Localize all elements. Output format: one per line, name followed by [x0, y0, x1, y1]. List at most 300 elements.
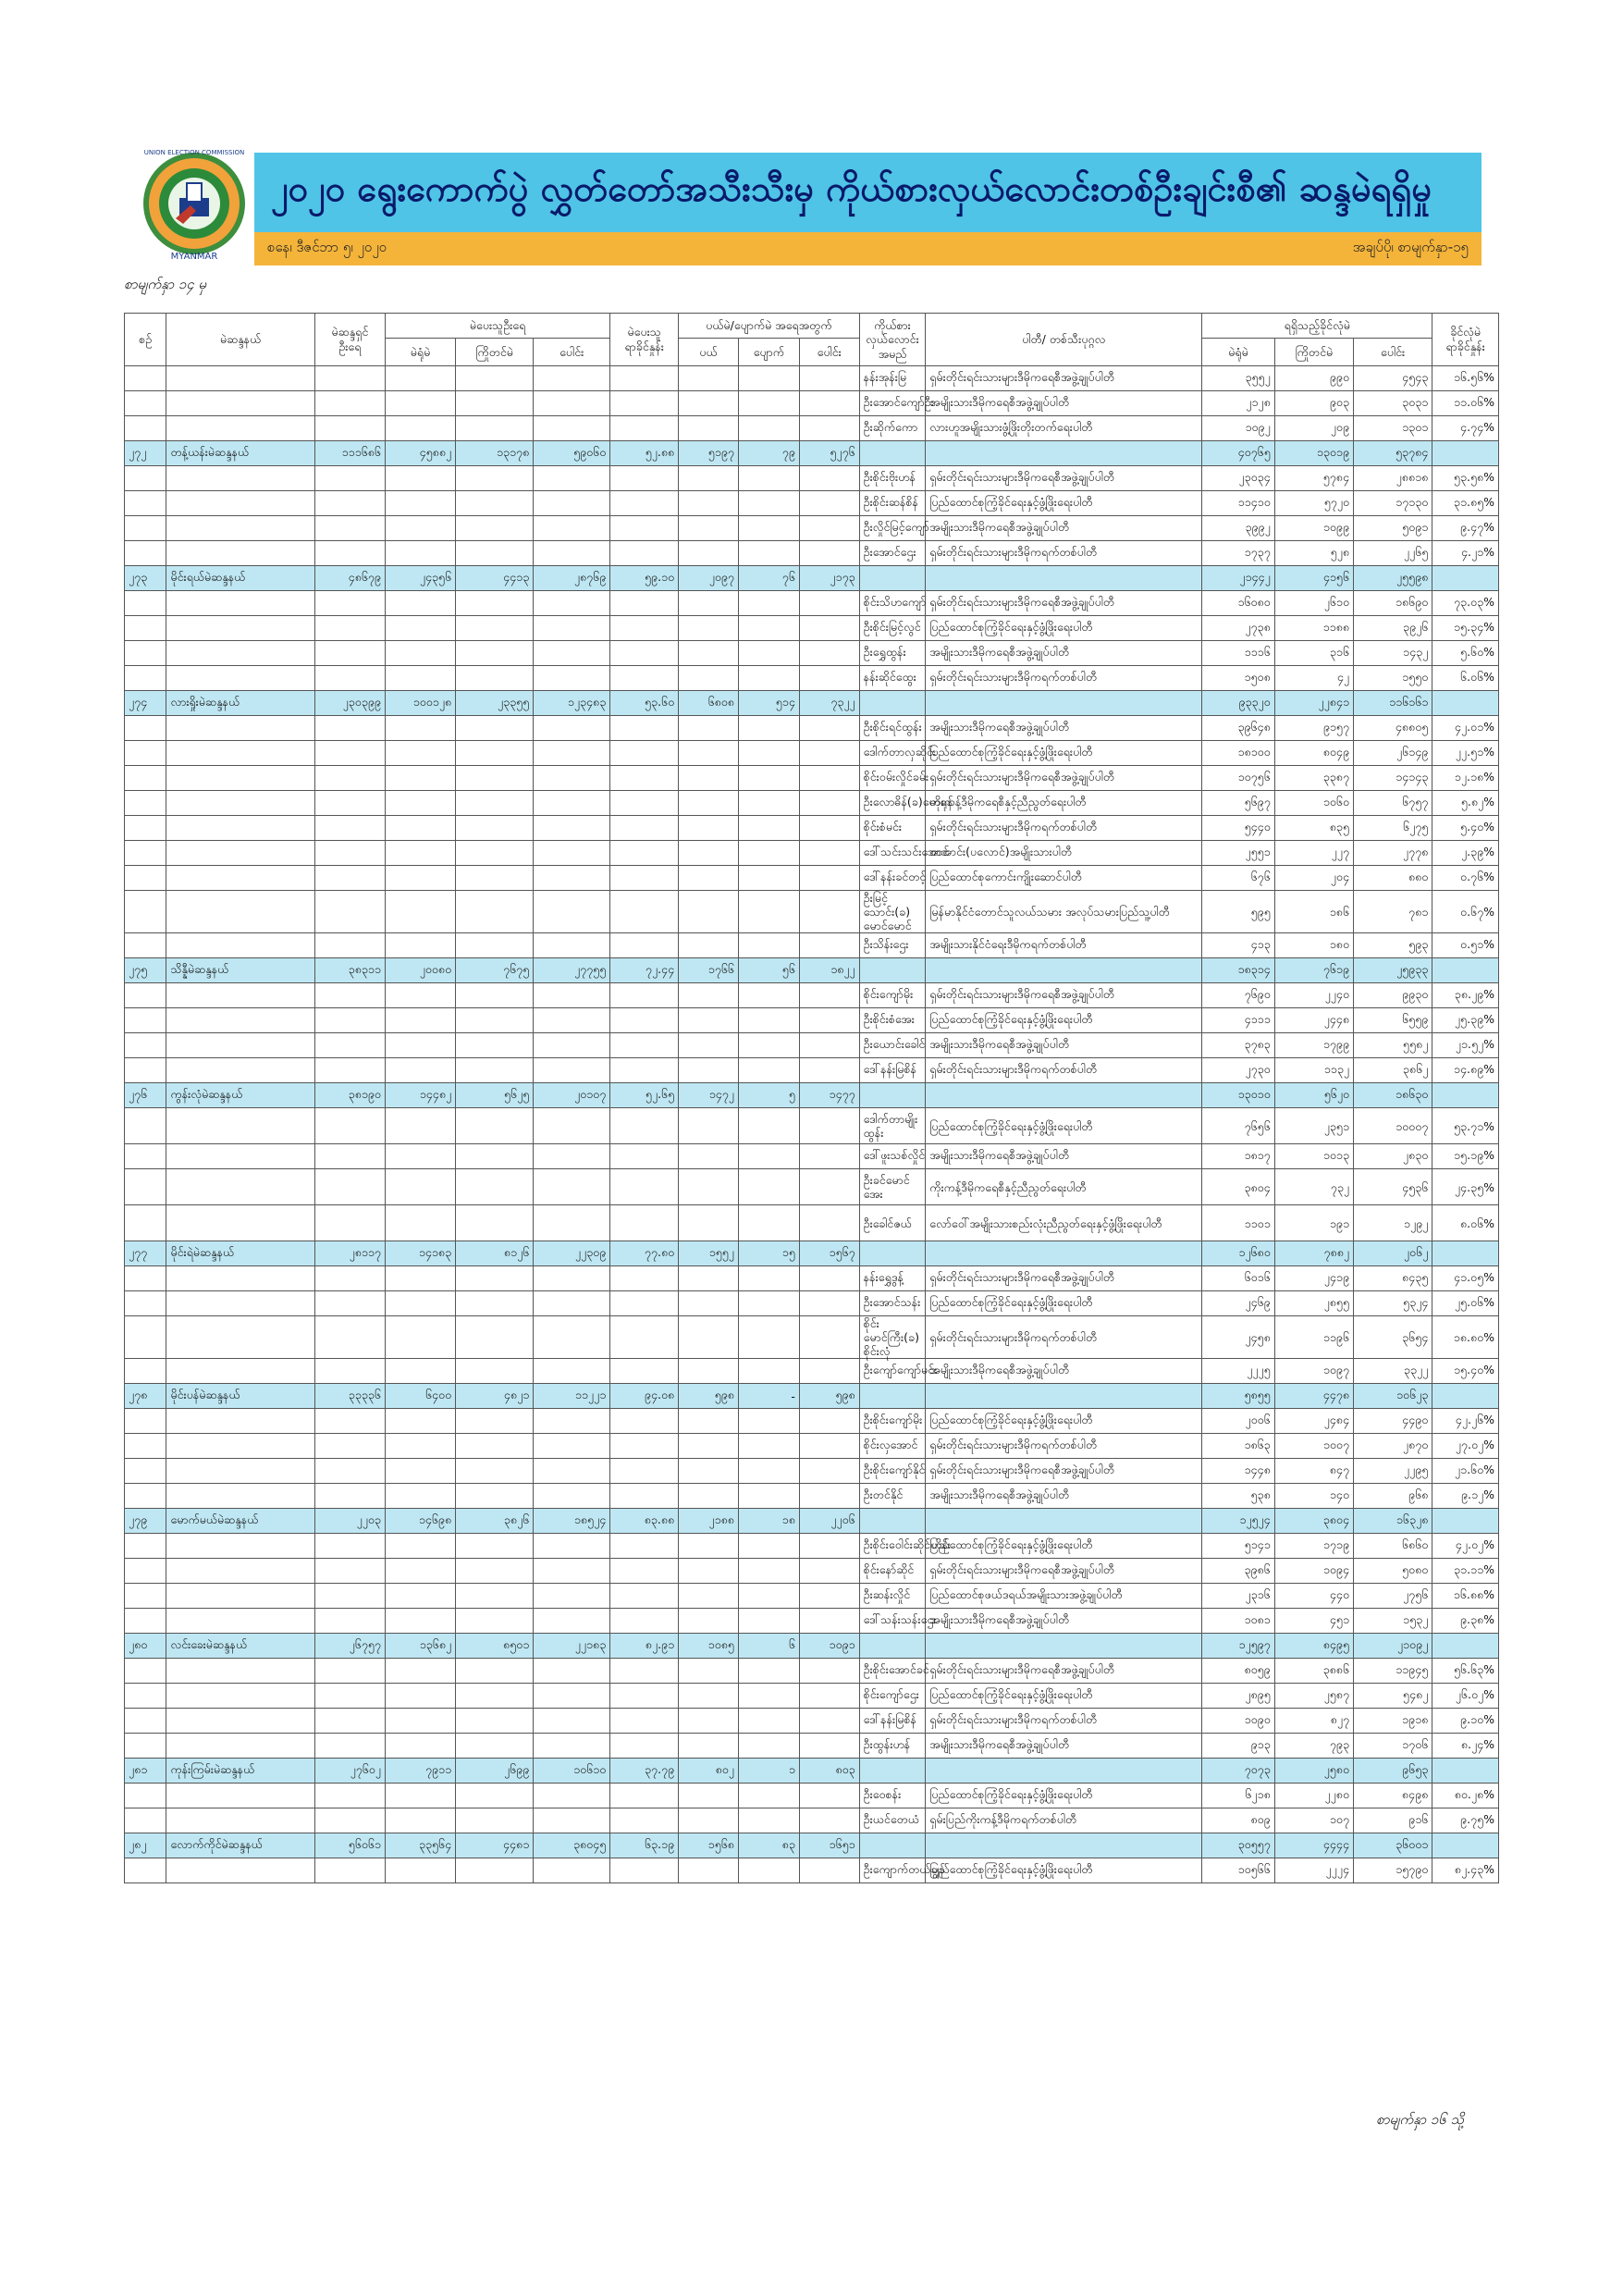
cell-v-2: ၆၅၅၉ — [1353, 1008, 1432, 1033]
cell-empty — [456, 1266, 534, 1291]
cell-party: လော်ဝေါ်အမျိုးသားစည်းလုံးညီညွတ်ရေးနှင့်ဖွံ့ဖြိုးရေးပါတီ — [926, 1205, 1202, 1241]
cell-v-1: ၁၉၁ — [1274, 1205, 1353, 1241]
cell-empty — [738, 466, 799, 491]
cell-cons: မိုင်းပန်မဲဆန္ဒနယ် — [166, 1384, 314, 1409]
cell-eligible: ၁၁၁၆၈၆ — [314, 441, 385, 466]
cell-eligible: ၂၃၀၃၉၉ — [314, 691, 385, 716]
cell-pct: ၉.၃၈% — [1432, 1609, 1499, 1634]
cell-v-2: ၂၈၈၁၈ — [1353, 466, 1432, 491]
cell-v-1: ၉၀၃ — [1274, 391, 1353, 416]
constituency-row — [125, 958, 1499, 983]
cell-empty — [166, 1559, 314, 1584]
cell-empty — [166, 541, 314, 566]
cell-empty — [385, 616, 455, 641]
cell-name: ဦးအောင်ဌေး — [859, 541, 926, 566]
cell-c1: ၄၀၇၆၅ — [1202, 441, 1274, 466]
cell-empty — [610, 1459, 679, 1484]
cell-i3: ၁၄၇၇ — [799, 1083, 859, 1108]
candidate-row — [125, 616, 1499, 641]
cell-empty — [738, 1784, 799, 1808]
cell-empty — [456, 641, 534, 666]
cell-name: ဦးစိုင်းဆန်စိန် — [859, 491, 926, 516]
cell-empty — [799, 1266, 859, 1291]
cell-v-1: ၁၇၉၉ — [1274, 1033, 1353, 1058]
cell-empty — [610, 1659, 679, 1684]
cell-party: ရှမ်းတိုင်းရင်းသားများဒီမိုကရေစီအဖွဲ့ချုပ်ပါတီ — [926, 466, 1202, 491]
table-header-row — [125, 314, 1499, 339]
cell-empty — [456, 1784, 534, 1808]
cell-v2: ၁၃၁၇၈ — [456, 441, 534, 466]
cell-empty — [456, 1033, 534, 1058]
cell-empty — [534, 1058, 610, 1083]
cell-v-1: ၈၂၇ — [1274, 1709, 1353, 1734]
cell-empty — [799, 1409, 859, 1434]
cell-empty — [166, 1709, 314, 1734]
cell-i2: - — [738, 1384, 799, 1409]
cell-empty — [799, 741, 859, 766]
cell-empty — [125, 1169, 166, 1205]
cell-no: ၂၇၅ — [125, 958, 166, 983]
cell-i3: ၂၂၀၆ — [799, 1509, 859, 1534]
sub-total: ပေါင်း — [799, 339, 859, 366]
cell-empty — [534, 1169, 610, 1205]
cell-empty — [125, 1205, 166, 1241]
cell-pct: ၃၁.၁၁% — [1432, 1559, 1499, 1584]
candidate-row — [125, 1205, 1499, 1241]
cell-empty — [456, 1484, 534, 1509]
cell-no: ၂၈၀ — [125, 1634, 166, 1659]
constituency-row — [125, 1083, 1499, 1108]
cell-empty — [385, 766, 455, 791]
logo-top-text: UNION ELECTION COMMISSION — [143, 149, 245, 156]
cell-empty — [1432, 958, 1499, 983]
cell-c1: ၁၂၆၈၀ — [1202, 1241, 1274, 1266]
results-table — [124, 313, 1499, 1883]
cell-name: ဒေါ်နန်းမြစိန် — [859, 1058, 926, 1083]
cell-v-1: ၂၂၈၀ — [1274, 1784, 1353, 1808]
cell-v-0: ၃၉၉၂ — [1202, 516, 1274, 541]
cell-name: ဦးထွန်းဟန် — [859, 1734, 926, 1759]
cell-name: ဦးစိုင်းရင်ထွန်း — [859, 716, 926, 741]
col-candidate: ကိုယ်စား လှယ်လောင်း အမည် — [859, 314, 926, 366]
cell-empty — [125, 1659, 166, 1684]
cell-empty — [534, 741, 610, 766]
cell-name: ဦးစိုင်းကျော်မိုး — [859, 1409, 926, 1434]
issue-date: စနေ၊ ဒီဇင်ဘာ ၅၊ ၂၀၂၀ — [267, 239, 387, 255]
cell-empty — [534, 1434, 610, 1459]
cell-empty — [1432, 566, 1499, 591]
cell-empty — [314, 1266, 385, 1291]
cell-empty — [738, 1033, 799, 1058]
cell-empty — [610, 1734, 679, 1759]
cell-v2: ၄၄၈၁ — [456, 1833, 534, 1858]
cell-empty — [534, 1316, 610, 1359]
cell-empty — [166, 741, 314, 766]
cell-empty — [166, 1784, 314, 1808]
cell-c2: ၃၈၀၄ — [1274, 1509, 1353, 1534]
cell-empty — [799, 1484, 859, 1509]
cell-party: ကိုးကန့်ဒီမိုကရေစီနှင့်ညီညွတ်ရေးပါတီ — [926, 791, 1202, 816]
cell-empty — [610, 1169, 679, 1205]
cell-empty — [166, 666, 314, 691]
cell-empty — [738, 1559, 799, 1584]
cell-empty — [799, 1316, 859, 1359]
cell-v-2: ၆၂၇၅ — [1353, 816, 1432, 841]
cell-empty — [314, 416, 385, 441]
cell-empty — [679, 1609, 739, 1634]
cell-empty — [738, 1144, 799, 1169]
cell-empty — [738, 1659, 799, 1684]
cell-pct: ၅၆.၆၃% — [1432, 1659, 1499, 1684]
cell-no: ၂၇၇ — [125, 1241, 166, 1266]
cell-pct: ၅၃.၅၈% — [1432, 466, 1499, 491]
col-eligible: မဲဆန္ဒရှင် ဦးရေ — [314, 314, 385, 366]
cell-name: စိုင်းမောင်ကြီး(ခ) စိုင်းလုံ — [859, 1316, 926, 1359]
cell-eligible: ၂၂၀၃ — [314, 1509, 385, 1534]
cell-v-1: ၈၄၇ — [1274, 1459, 1353, 1484]
cell-empty — [534, 1266, 610, 1291]
cell-empty — [534, 1808, 610, 1833]
cell-empty — [125, 591, 166, 616]
cell-v-2: ၅၅၈၂ — [1353, 1033, 1432, 1058]
cell-v-1: ၉၁၅၇ — [1274, 716, 1353, 741]
candidate-row — [125, 1684, 1499, 1709]
cell-empty — [125, 716, 166, 741]
cell-v1: ၂၀၀၈၀ — [385, 958, 455, 983]
cell-empty — [1432, 1083, 1499, 1108]
cell-empty — [534, 1205, 610, 1241]
cell-empty — [610, 1784, 679, 1808]
constituency-row — [125, 441, 1499, 466]
cell-v-2: ၂၇၇၈ — [1353, 841, 1432, 866]
cell-empty — [125, 391, 166, 416]
cell-eligible: ၅၆၀၆၁ — [314, 1833, 385, 1858]
cell-name: ဒေါ်သင်းသင်းအောင် — [859, 841, 926, 866]
cell-party: ပြည်ထောင်စုကြံ့ခိုင်ရေးနှင့်ဖွံ့ဖြိုးရေးပါတီ — [926, 491, 1202, 516]
cell-empty — [314, 541, 385, 566]
cell-v-2: ၁၅၅၀ — [1353, 666, 1432, 691]
candidate-row — [125, 1784, 1499, 1808]
cell-v-0: ၁၈၁၀၀ — [1202, 741, 1274, 766]
cell-party: ရှမ်းတိုင်းရင်းသားများဒီမိုကရက်တစ်ပါတီ — [926, 1058, 1202, 1083]
cell-v-0: ၁၈၁၇ — [1202, 1144, 1274, 1169]
cell-no: ၂၇၂ — [125, 441, 166, 466]
cell-empty — [679, 1205, 739, 1241]
cell-v-2: ၅၃၂၄ — [1353, 1291, 1432, 1316]
cell-empty — [679, 741, 739, 766]
cell-empty — [314, 841, 385, 866]
cell-empty — [125, 1484, 166, 1509]
cell-v-1: ၂၃၅၁ — [1274, 1108, 1353, 1144]
cell-empty — [456, 516, 534, 541]
cell-empty — [166, 983, 314, 1008]
cell-empty — [166, 1058, 314, 1083]
candidate-row — [125, 891, 1499, 933]
col-valid-pct: ခိုင်လုံမဲ ရာခိုင်နှုန်း — [1432, 314, 1499, 366]
cell-empty — [926, 1634, 1202, 1659]
cell-empty — [385, 1058, 455, 1083]
sub-advance: ကြိုတင်မဲ — [456, 339, 534, 366]
cell-empty — [166, 933, 314, 958]
cell-empty — [166, 1205, 314, 1241]
cell-c3: ၂၅၅၉၈ — [1353, 566, 1432, 591]
cell-empty — [534, 766, 610, 791]
cell-pct: ၂၁.၆၀% — [1432, 1459, 1499, 1484]
cell-i3: ၁၈၂၂ — [799, 958, 859, 983]
cell-empty — [166, 1659, 314, 1684]
cell-empty — [679, 1808, 739, 1833]
cell-i3: ၁၅၆၇ — [799, 1241, 859, 1266]
col-voters: မဲပေးသူဦးရေ — [385, 314, 609, 339]
cell-empty — [534, 1108, 610, 1144]
cell-v1: ၁၀၀၁၂၈ — [385, 691, 455, 716]
cell-v-2: ၂၇၅၆ — [1353, 1584, 1432, 1609]
cell-v1: ၃၃၅၆၄ — [385, 1833, 455, 1858]
cell-empty — [125, 1008, 166, 1033]
cell-empty — [456, 1659, 534, 1684]
cell-c2: ၂၂၈၄၁ — [1274, 691, 1353, 716]
cell-empty — [799, 1709, 859, 1734]
cell-empty — [738, 933, 799, 958]
cell-empty — [125, 791, 166, 816]
candidate-row — [125, 1459, 1499, 1484]
cell-name: နန်းဆိုင်ထွေး — [859, 666, 926, 691]
cell-party: ပြည်ထောင်စုကြံ့ခိုင်ရေးနှင့်ဖွံ့ဖြိုးရေးပါတီ — [926, 1684, 1202, 1709]
cell-empty — [799, 866, 859, 891]
cell-eligible: ၃၈၃၁၁ — [314, 958, 385, 983]
cell-empty — [125, 1858, 166, 1883]
cell-empty — [314, 1409, 385, 1434]
cell-v-0: ၅၁၄၁ — [1202, 1534, 1274, 1559]
cell-pct: ၂၄.၃၅% — [1432, 1169, 1499, 1205]
cell-v-0: ၁၁၄၁၀ — [1202, 491, 1274, 516]
cell-empty — [679, 933, 739, 958]
cell-i1: ၂၀၉၇ — [679, 566, 739, 591]
cell-empty — [534, 1784, 610, 1808]
cell-c1: ၂၁၄၄၂ — [1202, 566, 1274, 591]
cell-empty — [125, 1316, 166, 1359]
cell-empty — [534, 1459, 610, 1484]
page-title: ၂၀၂၀ ရွေးကောက်ပွဲ လွှတ်တော်အသီးသီးမှ ကိုယ်စားလှယ်လောင်းတစ်ဦးချင်းစီ၏ ဆန္ဒမဲရရှိမှု — [271, 168, 1432, 209]
cell-empty — [799, 391, 859, 416]
cell-name: ဦးစိုင်းဗိုးဟန် — [859, 466, 926, 491]
cell-empty — [1432, 1833, 1499, 1858]
cell-empty — [456, 1409, 534, 1434]
cell-i1: ၈၀၂ — [679, 1759, 739, 1784]
cell-empty — [166, 1484, 314, 1509]
cell-empty — [610, 541, 679, 566]
cell-v-0: ၂၀၀၆ — [1202, 1409, 1274, 1434]
cell-empty — [166, 1291, 314, 1316]
cell-empty — [610, 1316, 679, 1359]
cell-v-1: ၃၃၈၇ — [1274, 766, 1353, 791]
cell-v-0: ၇၆၅၆ — [1202, 1108, 1274, 1144]
cell-v-1: ၄၄၀ — [1274, 1584, 1353, 1609]
cell-v-0: ၅၃၈ — [1202, 1484, 1274, 1509]
candidate-row — [125, 641, 1499, 666]
cell-empty — [679, 1534, 739, 1559]
cell-party: ပြည်ထောင်စုကြံ့ခိုင်ရေးနှင့်ဖွံ့ဖြိုးရေးပါတီ — [926, 1858, 1202, 1883]
cell-v-2: ၂၈၃၀ — [1353, 1144, 1432, 1169]
cell-vp: ၅၂.၆၅ — [610, 1083, 679, 1108]
cell-empty — [534, 1033, 610, 1058]
cell-empty — [385, 1291, 455, 1316]
cell-name: ဦးယင်တေယံ — [859, 1808, 926, 1833]
cell-empty — [314, 1534, 385, 1559]
cell-cons: မိုင်းရဲမဲဆန္ဒနယ် — [166, 1241, 314, 1266]
cell-empty — [679, 841, 739, 866]
cell-v-2: ၁၅၇၉၀ — [1353, 1858, 1432, 1883]
cell-empty — [456, 1584, 534, 1609]
cell-empty — [166, 466, 314, 491]
cell-v1: ၁၃၆၈၂ — [385, 1634, 455, 1659]
cell-empty — [610, 766, 679, 791]
cell-party: အမျိုးသားဒီမိုကရေစီအဖွဲ့ချုပ်ပါတီ — [926, 1144, 1202, 1169]
cell-v-2: ၁၄၃၂ — [1353, 641, 1432, 666]
cell-empty — [385, 1784, 455, 1808]
cell-empty — [1432, 441, 1499, 466]
cell-v-0: ၃၇၈၃ — [1202, 1033, 1274, 1058]
cell-empty — [125, 933, 166, 958]
cell-empty — [534, 366, 610, 391]
cell-empty — [610, 1684, 679, 1709]
cell-empty — [610, 641, 679, 666]
cell-empty — [385, 1169, 455, 1205]
cell-party: အမျိုးသားဒီမိုကရေစီအဖွဲ့ချုပ်ပါတီ — [926, 391, 1202, 416]
cell-v3: ၂၂၃၀၉ — [534, 1241, 610, 1266]
cell-empty — [314, 641, 385, 666]
cell-empty — [314, 1316, 385, 1359]
cell-pct: ၁၈.၈၀% — [1432, 1316, 1499, 1359]
cell-v-0: ၃၉၈၆ — [1202, 1559, 1274, 1584]
cell-v-0: ၁၀၉၂ — [1202, 416, 1274, 441]
cell-pct: ၂၂.၅၁% — [1432, 741, 1499, 766]
cell-empty — [534, 1584, 610, 1609]
cell-party: အမျိုးသားဒီမိုကရေစီအဖွဲ့ချုပ်ပါတီ — [926, 1359, 1202, 1384]
cell-v2: ၃၈၂၆ — [456, 1509, 534, 1534]
cell-empty — [125, 1144, 166, 1169]
cell-empty — [125, 1409, 166, 1434]
constituency-row — [125, 1384, 1499, 1409]
candidate-row — [125, 983, 1499, 1008]
cell-name: ဦးယောင်းခေါင် — [859, 1033, 926, 1058]
cell-i3: ၅၉၈ — [799, 1384, 859, 1409]
cell-eligible: ၄၈၆၇၉ — [314, 566, 385, 591]
cell-pct: ၀.၇၆% — [1432, 866, 1499, 891]
cell-empty — [385, 841, 455, 866]
candidate-row — [125, 933, 1499, 958]
cell-name: နန်းရွှေဒွန့် — [859, 1266, 926, 1291]
cell-empty — [799, 1169, 859, 1205]
cell-i3: ၁၆၅၁ — [799, 1833, 859, 1858]
cell-v-0: ၇၆၉၀ — [1202, 983, 1274, 1008]
cell-empty — [679, 1108, 739, 1144]
cell-empty — [125, 1734, 166, 1759]
cell-empty — [385, 1409, 455, 1434]
col-voted-pct: မဲပေးသူ ရာခိုင်နှုန်း — [610, 314, 679, 366]
cell-party: ပြည်ထောင်စုဖယ်ဒရယ်အမျိုးသားအဖွဲ့ချုပ်ပါတီ — [926, 1584, 1202, 1609]
cell-empty — [738, 1169, 799, 1205]
cell-v2: ၈၁၂၆ — [456, 1241, 534, 1266]
cell-empty — [385, 1808, 455, 1833]
cell-empty — [859, 1833, 926, 1858]
cell-empty — [799, 616, 859, 641]
cell-empty — [314, 1808, 385, 1833]
cell-name: စိုင်းလှအောင် — [859, 1434, 926, 1459]
cell-party: ရှမ်းတိုင်းရင်းသားများဒီမိုကရေစီအဖွဲ့ချုပ်ပါတီ — [926, 591, 1202, 616]
cell-party: ရှမ်းတိုင်းရင်းသားများဒီမိုကရေစီအဖွဲ့ချုပ်ပါတီ — [926, 1659, 1202, 1684]
cell-empty — [859, 1634, 926, 1659]
cell-party: ပြည်ထောင်စုကြံ့ခိုင်ရေးနှင့်ဖွံ့ဖြိုးရေးပါတီ — [926, 616, 1202, 641]
cell-empty — [166, 1684, 314, 1709]
cell-empty — [799, 416, 859, 441]
cell-empty — [738, 841, 799, 866]
cell-empty — [385, 741, 455, 766]
cell-empty — [738, 1484, 799, 1509]
candidate-row — [125, 866, 1499, 891]
cell-pct: ၆.၀၆% — [1432, 666, 1499, 691]
candidate-row — [125, 1584, 1499, 1609]
cell-empty — [679, 541, 739, 566]
cell-empty — [610, 1409, 679, 1434]
cell-v-1: ၉၉၀ — [1274, 366, 1353, 391]
date-banner — [254, 232, 1482, 265]
cell-v-1: ၁၁၃၂ — [1274, 1058, 1353, 1083]
cell-empty — [125, 866, 166, 891]
cell-empty — [738, 391, 799, 416]
cell-empty — [738, 716, 799, 741]
cell-pct: ၈၂.၄၃% — [1432, 1858, 1499, 1883]
cell-empty — [125, 516, 166, 541]
cell-empty — [610, 866, 679, 891]
cell-party: ပြည်ထောင်စုကြံ့ခိုင်ရေးနှင့်ဖွံ့ဖြိုးရေးပါတီ — [926, 1008, 1202, 1033]
cell-empty — [125, 1058, 166, 1083]
candidate-row — [125, 1169, 1499, 1205]
cell-v-2: ၉၉၃၀ — [1353, 983, 1432, 1008]
cell-empty — [166, 1858, 314, 1883]
constituency-row — [125, 1241, 1499, 1266]
cell-empty — [456, 1534, 534, 1559]
cell-empty — [610, 491, 679, 516]
cell-name: စိုင်းသိဟကျော် — [859, 591, 926, 616]
cell-empty — [799, 1144, 859, 1169]
cell-v-2: ၃၀၃၁ — [1353, 391, 1432, 416]
cell-pct: ၅၃.၇၁% — [1432, 1108, 1499, 1144]
cell-v-2: ၂၆၁၄၉ — [1353, 741, 1432, 766]
cell-empty — [456, 1169, 534, 1205]
cell-name: ဦးဝေစန်း — [859, 1784, 926, 1808]
cell-v1: ၁၄၆၉၈ — [385, 1509, 455, 1534]
cell-empty — [534, 641, 610, 666]
cell-empty — [799, 933, 859, 958]
cell-empty — [456, 1709, 534, 1734]
cell-empty — [610, 1434, 679, 1459]
cell-empty — [166, 1033, 314, 1058]
cell-v-1: ၂၀၉ — [1274, 416, 1353, 441]
cell-empty — [738, 1108, 799, 1144]
cell-empty — [456, 1316, 534, 1359]
cell-name: ဦးအောင်ကျော်ဦး — [859, 391, 926, 416]
cell-v-1: ၃၁၆ — [1274, 641, 1353, 666]
cell-pct: ၉.၁၂% — [1432, 1484, 1499, 1509]
cell-i3: ၁၀၉၁ — [799, 1634, 859, 1659]
cell-empty — [456, 591, 534, 616]
cell-empty — [610, 1033, 679, 1058]
cell-empty — [456, 766, 534, 791]
cell-empty — [679, 1033, 739, 1058]
cell-vp: ၉၄.၀၈ — [610, 1384, 679, 1409]
cell-pct: ၈.၂၄% — [1432, 1734, 1499, 1759]
